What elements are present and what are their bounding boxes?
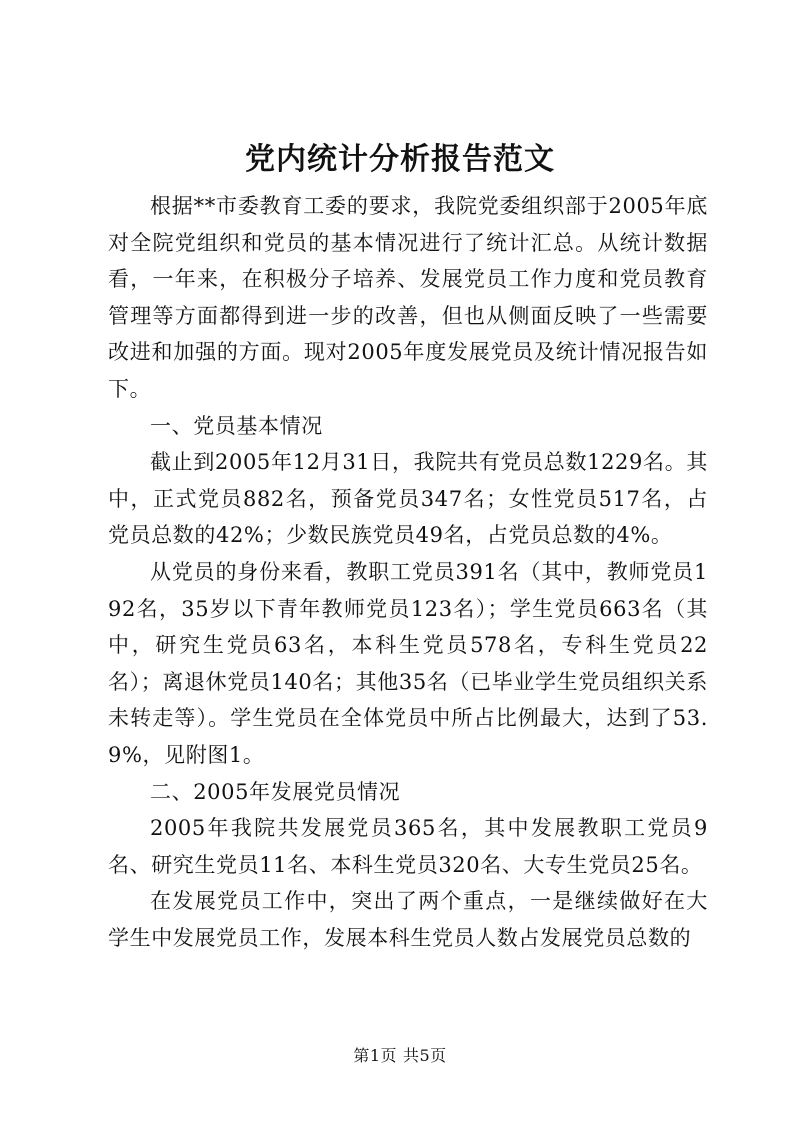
section-heading-basic-info: 一、党员基本情况 [150, 413, 323, 438]
section-heading-development: 二、2005年发展党员情况 [150, 779, 401, 804]
document-title: 党内统计分析报告范文 [245, 142, 555, 177]
development-focus-paragraph: 在发展党员工作中，突出了两个重点，一是继续做好在大学生中发展党员工作，发展本科生党员人数占发展党员总数的 [108, 889, 708, 950]
document-body [108, 188, 708, 956]
page-total: 共5页 [403, 1046, 447, 1065]
development-count-paragraph: 2005年我院共发展党员365名，其中发展教职工党员9名、研究生党员11名、本科生党员320名、大专生党员25名。 [108, 816, 708, 877]
member-total-paragraph: 截止到2005年12月31日，我院共有党员总数1229名。其中，正式党员882名，预备党员347名；女性党员517名，占党员总数的42%；少数民族党员49名，占党员总数的4%。 [108, 450, 709, 548]
page-number: 第1页 [353, 1046, 397, 1065]
intro-paragraph: 根据**市委教育工委的要求，我院党委组织部于2005年底对全院党组织和党员的基本情况进行了统计汇总。从统计数据看，一年来，在积极分子培养、发展党员工作力度和党员教育管理等方面都得到进一步的改善，但也从侧面反映了一些需要改进和加强的方面。现对2005年度发展党员及统计情况报告如下。 [108, 194, 708, 401]
page-footer [0, 1044, 800, 1068]
member-identity-paragraph: 从党员的身份来看，教职工党员391名（其中，教师党员192名，35岁以下青年教师党员123名）；学生党员663名（其中，研究生党员63名，本科生党员578名，专科生党员22名）；离退休党员140名；其他35名（已毕业学生党员组织关系未转走等）。学生党员在全体党员中所占比例最大，达到了53.9%，见附图1。 [108, 559, 708, 767]
